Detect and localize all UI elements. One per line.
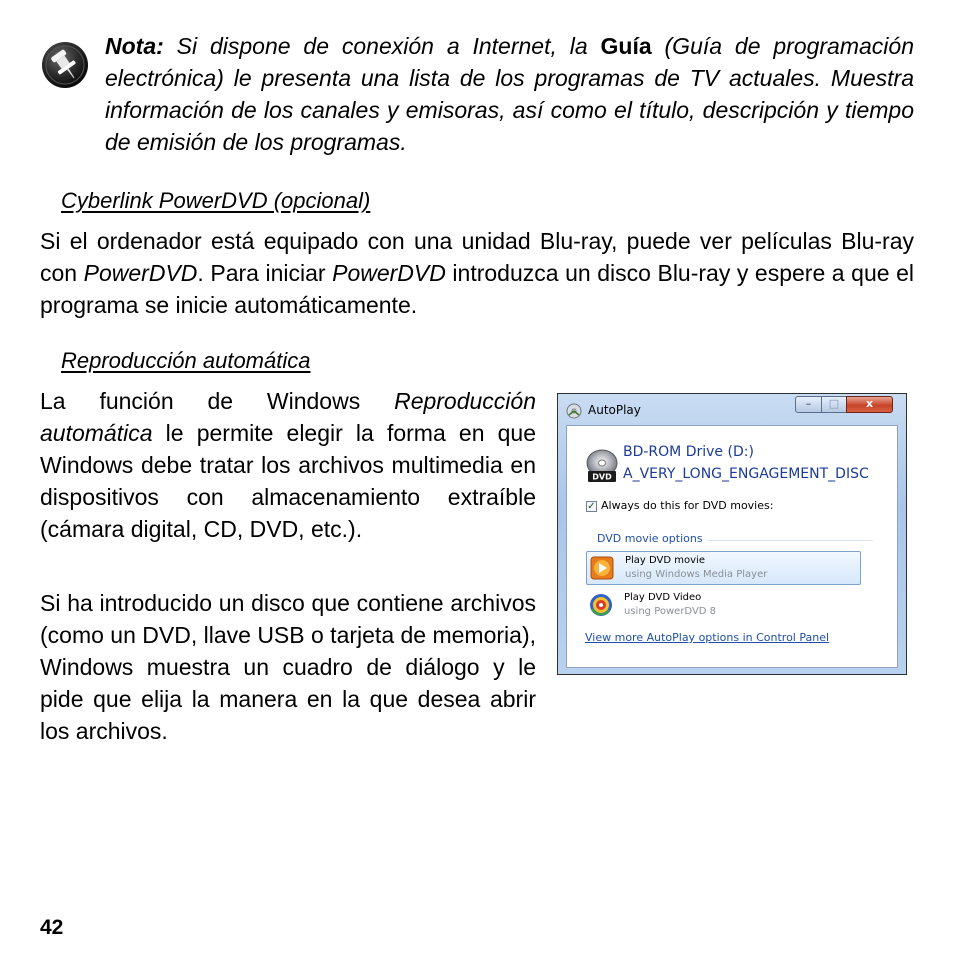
dialog-body [566,425,898,668]
powerdvd-italic-2: PowerDVD [332,260,446,286]
drive-label: A_VERY_LONG_ENGAGEMENT_DISC [623,466,869,482]
powerdvd-italic-1: PowerDVD [83,260,198,286]
dvd-drive-icon [585,448,619,484]
always-do-this-checkbox[interactable]: ✓ [587,501,596,512]
option-2-sub: using PowerDVD 8 [624,606,717,617]
autoplay-italic: Reproducción automática [40,388,536,446]
autoplay-dialog [557,393,907,675]
minimize-button[interactable]: – [795,396,822,413]
control-panel-link[interactable]: View more AutoPlay options in Control Panel [585,631,830,644]
media-player-icon [590,556,614,580]
autoplay-text-1b: le permite elegir la forma en que Windows debe tratar los archivos multimedia en dispositivos con almacenamiento extraíble (cámara digital, CD, DVD, etc.). [40,420,536,542]
drive-title: BD-ROM Drive (D:) [623,444,754,460]
note-label: Nota: [105,33,164,59]
section-heading-powerdvd: Cyberlink PowerDVD (opcional) [61,188,371,213]
autoplay-paragraph-2: Si ha introducido un disco que contiene archivos (como un DVD, llave USB o tarjeta de memoria), Windows muestra un cuadro de diálogo y le pide que elija la manera en la que desea abrir los archivos. [40,590,536,744]
powerdvd-icon [589,593,613,617]
note-text-after: (Guía de programación electrónica) le presenta una lista de los programas de TV actuales. Muestra información de los canales y emisoras, así como el título, descripción y tiempo de emisión de los programas. [105,33,914,155]
autoplay-text-1a: La función de Windows [40,388,395,414]
dvd-badge-text: DVD [592,472,612,482]
autoplay-window-icon [566,403,582,419]
page-number: 42 [40,916,64,939]
powerdvd-text-1: Si el ordenador está equipado con una unidad Blu-ray, puede ver películas Blu-ray con [40,228,914,286]
note-text-before: Si dispone de conexión a Internet, la [163,33,601,59]
always-do-this-label: Always do this for DVD movies: [601,499,774,512]
note-paragraph [105,30,914,158]
dialog-title: AutoPlay [588,403,641,417]
section-divider [708,540,873,541]
maximize-button[interactable]: □ [821,396,847,413]
powerdvd-text-3: introduzca un disco Blu-ray y espere a que el programa se inicie automáticamente. [40,260,914,318]
note-bold-term: Guía [600,33,652,59]
option-2-main: Play DVD Video [624,592,702,603]
section-heading-autoplay: Reproducción automática [61,348,311,373]
powerdvd-paragraph [40,225,914,321]
note-pin-icon [40,40,90,90]
option-1-main: Play DVD movie [625,555,705,566]
play-dvd-movie-option[interactable] [586,551,861,585]
play-dvd-video-option[interactable] [586,589,861,623]
option-1-sub: using Windows Media Player [625,569,768,580]
powerdvd-text-2: . Para iniciar [197,260,333,286]
close-button[interactable]: x [846,396,893,413]
autoplay-paragraph-1 [40,385,536,545]
dvd-options-title: DVD movie options [597,532,703,545]
